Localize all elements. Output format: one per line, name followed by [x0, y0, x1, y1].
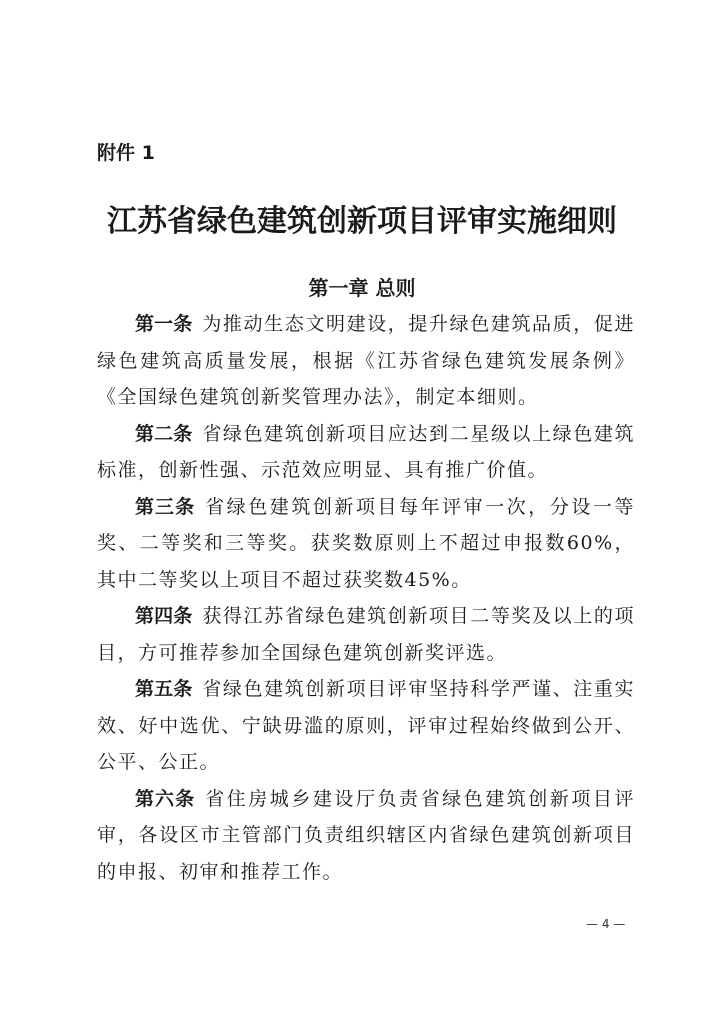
article-number: 第三条 — [135, 495, 196, 518]
article-number: 第四条 — [135, 605, 193, 627]
article-text: 获得江苏省绿色建筑创新项目二等奖及以上的项目，方可推荐参加全国绿色建筑创新奖评选。 — [97, 605, 635, 664]
article-text: 省绿色建筑创新项目评审坚持科学严谨、注重实效、好中选优、宁缺毋滥的原则，评审过程始终做到公开、公平、公正。 — [97, 678, 635, 773]
article-1 — [97, 306, 635, 416]
page-number: — 4 — — [586, 917, 626, 931]
article-number: 第二条 — [135, 422, 193, 445]
article-text: 省绿色建筑创新项目应达到二星级以上绿色建筑标准，创新性强、示范效应明显、具有推广价值。 — [97, 422, 635, 481]
article-text: 省绿色建筑创新项目每年评审一次，分设一等奖、二等奖和三等奖。获奖数原则上不超过申报数60%，其中二等奖以上项目不超过获奖数45%。 — [97, 495, 635, 591]
article-3 — [97, 489, 635, 599]
attachment-label: 附件 1 — [97, 142, 155, 164]
article-number: 第五条 — [135, 678, 193, 700]
article-number: 第六条 — [135, 787, 196, 810]
article-6 — [97, 781, 635, 891]
article-number: 第一条 — [135, 313, 193, 335]
document-title: 江苏省绿色建筑创新项目评审实施细则 — [107, 204, 617, 239]
article-2 — [97, 416, 635, 489]
article-list — [97, 306, 635, 890]
chapter-heading: 第一章 总则 — [308, 276, 416, 300]
article-5 — [97, 671, 635, 781]
article-text: 为推动生态文明建设，提升绿色建筑品质，促进绿色建筑高质量发展，根据《江苏省绿色建筑发展条例》《全国绿色建筑创新奖管理办法》，制定本细则。 — [97, 313, 635, 408]
article-4 — [97, 598, 635, 671]
article-text: 省住房城乡建设厅负责省绿色建筑创新项目评审，各设区市主管部门负责组织辖区内省绿色建筑创新项目的申报、初审和推荐工作。 — [97, 787, 635, 883]
